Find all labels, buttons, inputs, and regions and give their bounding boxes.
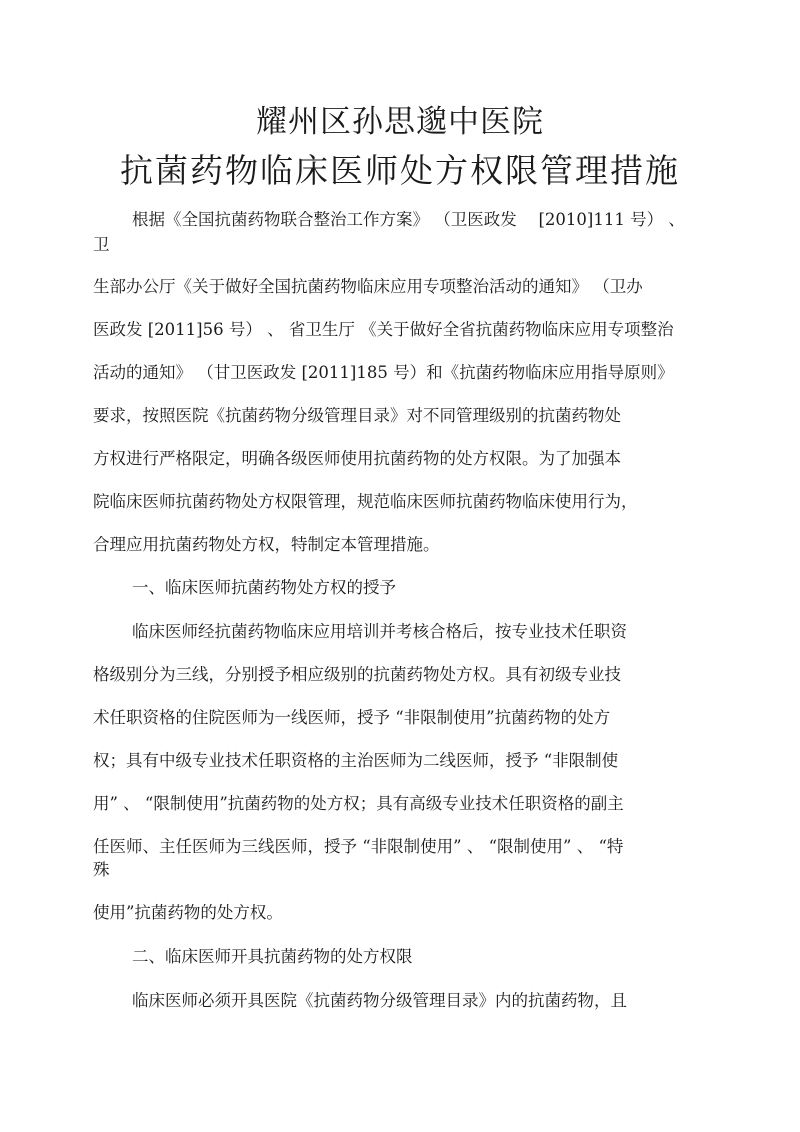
body-line: 医政发 [2011]56 号） 、 省卫生厅 《关于做好全省抗菌药物临床应用专项整治 <box>93 320 674 339</box>
body-line: 院临床医师抗菌药物处方权限管理，规范临床医师抗菌药物临床使用行为， <box>93 492 638 511</box>
section-heading: 一、临床医师抗菌药物处方权的授予 <box>132 578 396 597</box>
body-line: 临床医师经抗菌药物临床应用培训并考核合格后，按专业技术任职资 <box>132 622 627 641</box>
body-line: 要求，按照医院《抗菌药物分级管理目录》对不同管理级别的抗菌药物处 <box>93 406 621 425</box>
body-line: 活动的通知》 （甘卫医政发 [2011]185 号）和《抗菌药物临床应用指导原则》 <box>93 363 674 382</box>
body-line: 合理应用抗菌药物处方权，特制定本管理措施。 <box>93 535 440 554</box>
body-line: 格级别分为三线，分别授予相应级别的抗菌药物处方权。具有初级专业技 <box>93 665 621 684</box>
body-line: 根据《全国抗菌药物联合整治工作方案》 （卫医政发 [2010]111 号） 、 <box>132 210 685 229</box>
body-line: 殊 <box>93 860 110 879</box>
body-line: 临床医师必须开具医院《抗菌药物分级管理目录》内的抗菌药物，且 <box>132 991 627 1010</box>
body-line: 方权进行严格限定，明确各级医师使用抗菌药物的处方权限。为了加强本 <box>93 449 621 468</box>
body-line: 生部办公厅《关于做好全国抗菌药物临床应用专项整治活动的通知》 （卫办 <box>93 277 643 296</box>
body-line: 卫 <box>93 235 110 254</box>
body-line: 使用”抗菌药物的处方权。 <box>93 903 283 922</box>
body-line: 任医师、主任医师为三线医师，授予 “非限制使用” 、 “限制使用” 、 “特 <box>93 837 624 856</box>
document-main-title: 抗菌药物临床医师处方权限管理措施 <box>120 151 680 190</box>
hospital-name-title: 耀州区孙思邈中医院 <box>256 104 544 140</box>
body-line: 术任职资格的住院医师为一线医师，授予 “非限制使用”抗菌药物的处方 <box>93 708 611 727</box>
section-heading: 二、临床医师开具抗菌药物的处方权限 <box>132 947 413 966</box>
body-line: 用” 、 “限制使用”抗菌药物的处方权；具有高级专业技术任职资格的副主 <box>93 794 624 813</box>
body-line: 权；具有中级专业技术任职资格的主治医师为二线医师，授予 “非限制使 <box>93 751 619 770</box>
